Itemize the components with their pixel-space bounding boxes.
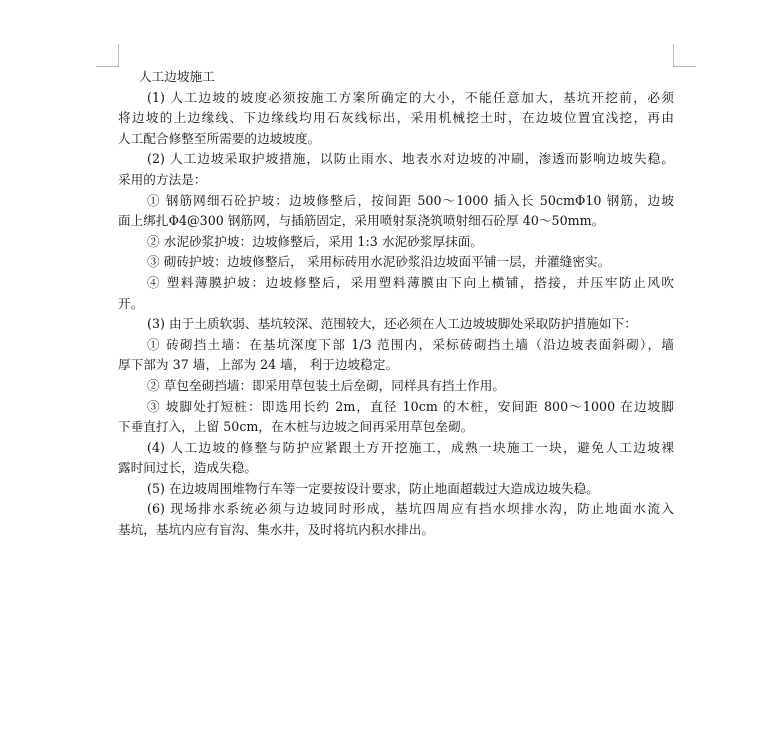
text-line: ③ 坡脚处打短桩：即选用长约 2m，直径 10cm 的木桩，安间距 800～1000 在边坡脚 bbox=[147, 398, 674, 414]
crop-mark-top-right bbox=[673, 44, 696, 67]
text-line: (2) 人工边坡采取护坡措施，以防止雨水、地表水对边坡的冲刷，渗透而影响边坡失稳。 bbox=[147, 151, 674, 167]
document-body bbox=[118, 67, 674, 541]
text-line: ② 水泥砂浆护坡：边坡修整后，采用 1:3 水泥砂浆厚抹面。 bbox=[147, 233, 484, 249]
text-line: (1) 人工边坡的坡度必须按施工方案所确定的大小，不能任意加大，基坑开挖前，必须 bbox=[147, 89, 674, 105]
text-line: (3) 由于土质软弱、基坑较深、范围较大，还必须在人工边坡坡脚处采取防护措施如下： bbox=[147, 316, 637, 332]
text-line: ③ 砌砖护坡：边坡修整后， 采用标砖用水泥砂浆沿边坡面平铺一层，并灌缝密实。 bbox=[147, 254, 611, 270]
text-line: ① 砖砌挡土墙：在基坑深度下部 1/3 范围内，采标砖砌挡土墙（沿边坡表面斜砌），墙 bbox=[147, 336, 674, 352]
text-line: 将边坡的上边缘线、下边缘线均用石灰线标出，采用机械挖土时，在边坡位置宜浅挖，再由 bbox=[118, 110, 674, 126]
text-line: ① 钢筋网细石砼护坡：边坡修整后，按间距 500～1000 插入长 50cmΦ10 钢筋，边坡 bbox=[147, 192, 674, 208]
document-title: 人工边坡施工 bbox=[139, 69, 215, 84]
text-line: ② 草包垒砌挡墙：即采用草包装土后垒砌，同样具有挡土作用。 bbox=[147, 377, 506, 393]
text-line: 露时间过长，造成失稳。 bbox=[118, 460, 258, 476]
text-line: ④ 塑料薄膜护坡：边坡修整后，采用塑料薄膜由下向上横铺，搭接，并压牢防止风吹 bbox=[147, 274, 674, 290]
text-line: 下垂直打入，上留 50cm，在木桩与边坡之间再采用草包垒砌。 bbox=[118, 419, 474, 435]
text-line: 基坑，基坑内应有盲沟、集水井，及时将坑内积水排出。 bbox=[118, 522, 435, 538]
text-line: (6) 现场排水系统必须与边坡同时形成，基坑四周应有挡水坝排水沟，防止地面水流入 bbox=[147, 501, 674, 517]
text-line: 采用的方法是： bbox=[118, 171, 207, 187]
text-line: 面上绑扎Φ4@300 钢筋网，与插筋固定，采用喷射泵浇筑喷射细石砼厚 40～50mm。 bbox=[118, 213, 605, 229]
text-line: 开。 bbox=[118, 295, 144, 311]
text-line: 人工配合修整至所需要的边坡坡度。 bbox=[118, 130, 321, 146]
crop-mark-top-left bbox=[96, 44, 119, 67]
text-line: (4) 人工边坡的修整与防护应紧跟土方开挖施工，成熟一块施工一块，避免人工边坡裸 bbox=[147, 439, 674, 455]
text-line: 厚下部为 37 墙，上部为 24 墙， 利于边坡稳定。 bbox=[118, 357, 399, 373]
text-line: (5) 在边坡周围堆物行车等一定要按设计要求，防止地面超载过大造成边坡失稳。 bbox=[147, 480, 599, 496]
